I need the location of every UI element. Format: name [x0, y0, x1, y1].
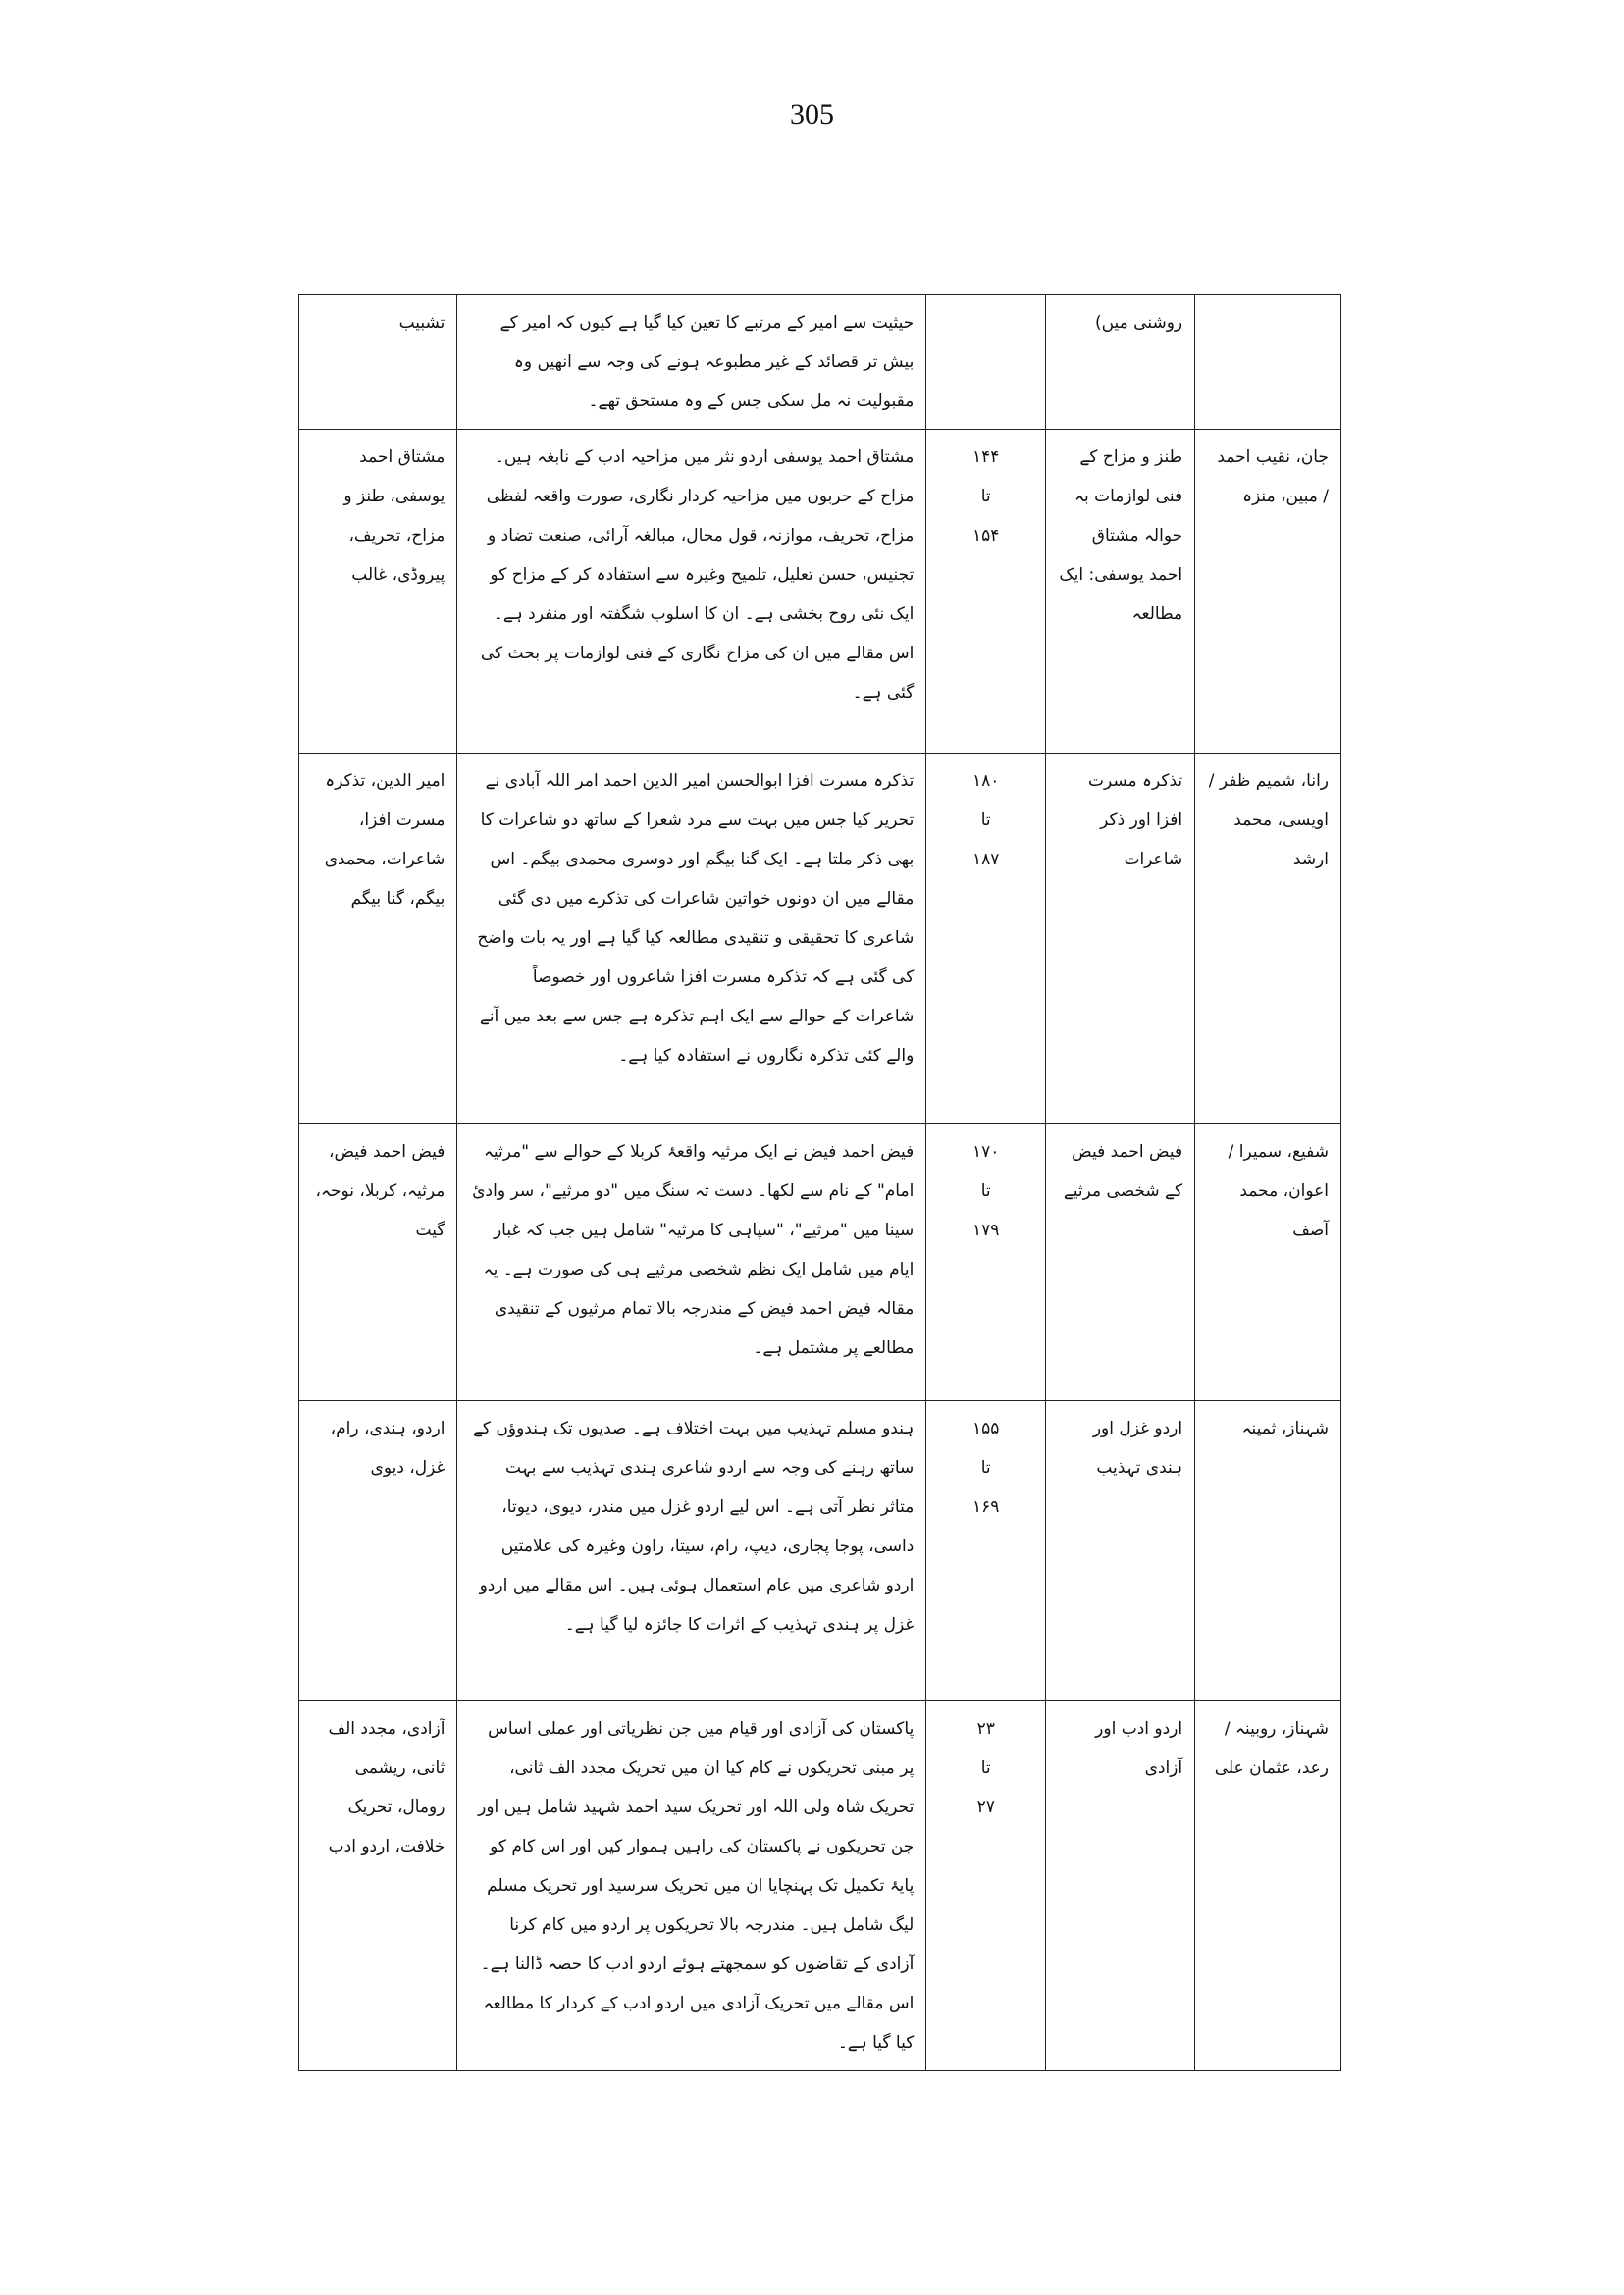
title-cell: اردو ادب اور آزادی — [1046, 1701, 1195, 2071]
title-cell: اردو غزل اور ہندی تہذیب — [1046, 1401, 1195, 1701]
keywords-cell: تشبیب — [299, 295, 457, 430]
pages-cell — [926, 295, 1046, 430]
table-row — [299, 430, 1341, 754]
abstract-cell: حیثیت سے امیر کے مرتبے کا تعین کیا گیا ہے کیوں کہ امیر کے بیش تر قصائد کے غیر مطبوعہ ہونے کی وجہ سے انھیں وہ مقبولیت نہ مل سکی جس کے وہ مستحق تھے۔ — [457, 295, 926, 430]
article-index-table — [298, 294, 1341, 2071]
authors-cell: رانا، شمیم ظفر / اویسی، محمد ارشد — [1195, 754, 1341, 1124]
authors-cell — [1195, 295, 1341, 430]
abstract-cell: پاکستان کی آزادی اور قیام میں جن نظریاتی اور عملی اساس پر مبنی تحریکوں نے کام کیا ان میں تحریک مجدد الف ثانی، تحریک شاہ ولی اللہ اور تحریک سید احمد شہید شامل ہیں اور جن تحریکوں نے پاکستان کی راہیں ہموار کیں اور اس کام کو پایۂ تکمیل تک پہنچایا ان میں تحریک سرسید اور تحریک مسلم لیگ شامل ہیں۔ مندرجہ بالا تحریکوں پر اردو میں کام کرنا آزادی کے تقاضوں کو سمجھتے ہوئے اردو ادب کا حصہ ڈالنا ہے۔ اس مقالے میں تحریک آزادی میں اردو ادب کے کردار کا مطالعہ کیا گیا ہے۔ — [457, 1701, 926, 2071]
table-row — [299, 1701, 1341, 2071]
title-cell: طنز و مزاح کے فنی لوازمات بہ حوالہ مشتاق احمد یوسفی: ایک مطالعہ — [1046, 430, 1195, 754]
authors-cell: شفیع، سمیرا / اعوان، محمد آصف — [1195, 1124, 1341, 1401]
page-from: ۱۵۵ — [972, 1419, 1000, 1438]
table-row — [299, 1124, 1341, 1401]
page-to-word: تا — [980, 1458, 991, 1478]
page-until: ۱۶۹ — [972, 1497, 1000, 1517]
keywords-cell: امیر الدین، تذکرہ مسرت افزا، شاعرات، محمدی بیگم، گنا بیگم — [299, 754, 457, 1124]
abstract-cell: فیض احمد فیض نے ایک مرثیہ واقعۂ کربلا کے حوالے سے "مرثیہ امام" کے نام سے لکھا۔ دست تہ سنگ میں "دو مرثیے"، سر وادیٔ سینا میں "مرثیے"، "سپاہی کا مرثیہ" شامل ہیں جب کہ غبار ایام میں شامل ایک نظم شخصی مرثیے ہی کی صورت ہے۔ یہ مقالہ فیض احمد فیض کے مندرجہ بالا تمام مرثیوں کے تنقیدی مطالعے پر مشتمل ہے۔ — [457, 1124, 926, 1401]
abstract-cell: مشتاق احمد یوسفی اردو نثر میں مزاحیہ ادب کے نابغہ ہیں۔ مزاح کے حربوں میں مزاحیہ کردار نگاری، صورت واقعہ لفظی مزاح، تحریف، موازنہ، قول محال، مبالغہ آرائی، صنعت تضاد و تجنیس، حسن تعلیل، تلمیح وغیرہ سے استفادہ کر کے مزاح کو ایک نئی روح بخشی ہے۔ ان کا اسلوب شگفتہ اور منفرد ہے۔ اس مقالے میں ان کی مزاح نگاری کے فنی لوازمات پر بحث کی گئی ہے۔ — [457, 430, 926, 754]
authors-cell: شہناز، روبینہ / رعد، عثمان علی — [1195, 1701, 1341, 2071]
page-to-word: تا — [980, 1181, 991, 1201]
page-until: ۱۷۹ — [972, 1221, 1000, 1240]
page-from: ۱۸۰ — [972, 771, 1000, 791]
pages-cell — [926, 430, 1046, 754]
page-until: ۱۸۷ — [972, 850, 1000, 869]
pages-cell — [926, 754, 1046, 1124]
page-from: ۱۷۰ — [972, 1142, 1000, 1162]
page-to-word: تا — [980, 1758, 991, 1778]
page-to-word: تا — [980, 810, 991, 830]
title-cell: تذکرہ مسرت افزا اور ذکر شاعرات — [1046, 754, 1195, 1124]
abstract-cell: تذکرہ مسرت افزا ابوالحسن امیر الدین احمد امر اللہ آبادی نے تحریر کیا جس میں بہت سے مرد شعرا کے ساتھ دو شاعرات کا بھی ذکر ملتا ہے۔ ایک گنا بیگم اور دوسری محمدی بیگم۔ اس مقالے میں ان دونوں خواتین شاعرات کی تذکرے میں دی گئی شاعری کا تحقیقی و تنقیدی مطالعہ کیا گیا ہے اور یہ بات واضح کی گئی ہے کہ تذکرہ مسرت افزا شاعروں اور خصوصاً شاعرات کے حوالے سے ایک اہم تذکرہ ہے جس سے بعد میں آنے والے کئی تذکرہ نگاروں نے استفادہ کیا ہے۔ — [457, 754, 926, 1124]
pages-cell — [926, 1124, 1046, 1401]
table-row — [299, 754, 1341, 1124]
pages-cell — [926, 1701, 1046, 2071]
page-until: ۱۵۴ — [972, 526, 1000, 546]
keywords-cell: مشتاق احمد یوسفی، طنز و مزاح، تحریف، پیروڈی، غالب — [299, 430, 457, 754]
authors-cell: شہناز، ثمینہ — [1195, 1401, 1341, 1701]
pages-cell — [926, 1401, 1046, 1701]
page-from: ۲۳ — [976, 1719, 995, 1739]
page-until: ۲۷ — [976, 1798, 995, 1817]
page-from: ۱۴۴ — [972, 447, 1000, 467]
page-number: 305 — [790, 98, 834, 130]
table-row — [299, 1401, 1341, 1701]
table-row — [299, 295, 1341, 430]
page-to-word: تا — [980, 487, 991, 506]
keywords-cell: آزادی، مجدد الف ثانی، ریشمی رومال، تحریک خلافت، اردو ادب — [299, 1701, 457, 2071]
abstract-cell: ہندو مسلم تہذیب میں بہت اختلاف ہے۔ صدیوں تک ہندوؤں کے ساتھ رہنے کی وجہ سے اردو شاعری ہندی تہذیب سے بہت متاثر نظر آتی ہے۔ اس لیے اردو غزل میں مندر، دیوی، دیوتا، داسی، پوجا پجاری، دیپ، رام، سیتا، راون وغیرہ کی علامتیں اردو شاعری میں عام استعمال ہوئی ہیں۔ اس مقالے میں اردو غزل پر ہندی تہذیب کے اثرات کا جائزہ لیا گیا ہے۔ — [457, 1401, 926, 1701]
keywords-cell: فیض احمد فیض، مرثیہ، کربلا، نوحہ، گیت — [299, 1124, 457, 1401]
keywords-cell: اردو، ہندی، رام، غزل، دیوی — [299, 1401, 457, 1701]
authors-cell: جان، نقیب احمد / مبین، منزہ — [1195, 430, 1341, 754]
title-cell: فیض احمد فیض کے شخصی مرثیے — [1046, 1124, 1195, 1401]
title-cell: روشنی میں) — [1046, 295, 1195, 430]
